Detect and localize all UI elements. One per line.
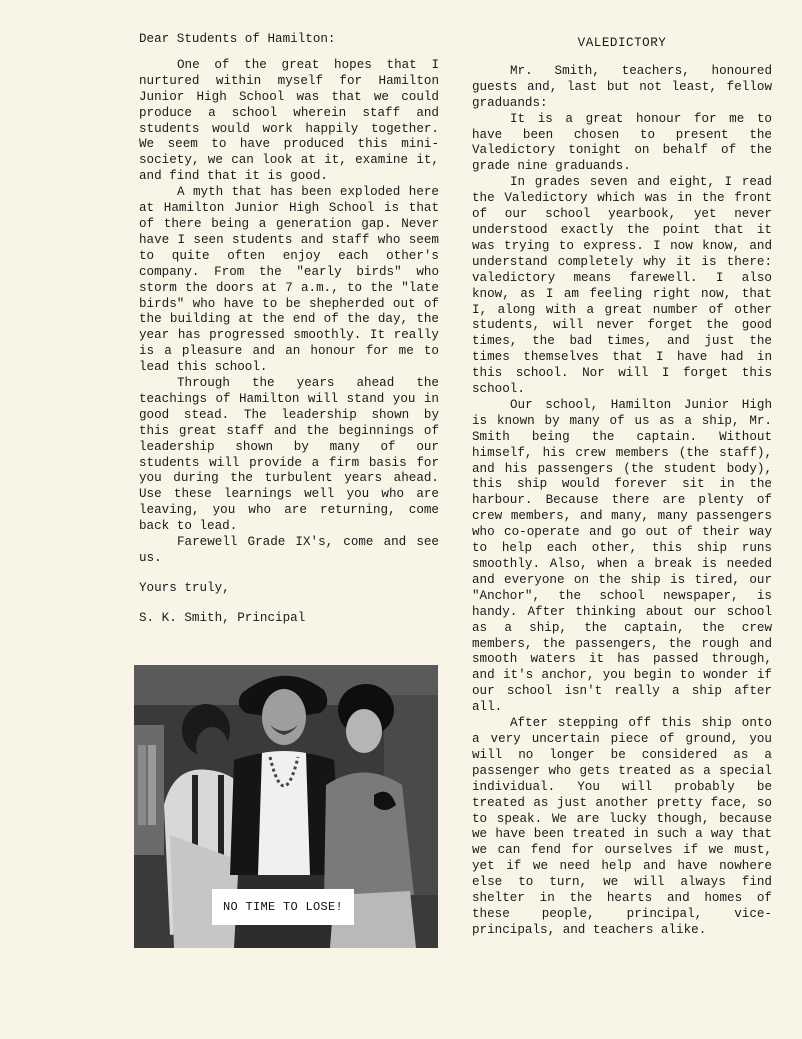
letter-paragraph: A myth that has been exploded here at Hamilton Junior High School is that of there being a generation gap. Never have I seen students and staff who seem to quite often enjoy each other's company. From the "early birds" who storm the doors at 7 a.m., to the "late birds" who have to be shepherded out of the building at the end of the day, the year has progressed smoothly. It really is a pleasure and an honour for me to lead this school. — [139, 185, 439, 375]
group-photo — [134, 665, 438, 948]
valedictory-paragraph: In grades seven and eight, I read the Valedictory which was in the front of our school yearbook, yet never understood exactly the point that it was trying to express. I now know, and understand completely why it is there: valedictory means farewell. I also know, as I am feeling right now, that I, along with a great number of other students, will never forget the good times, the bad times, and just the times themselves that I have had in this school. Nor will I forget this school. — [472, 175, 772, 397]
valedictory-title: VALEDICTORY — [577, 36, 667, 50]
letter-paragraph: Through the years ahead the teachings of Hamilton will stand you in good stead. The leadership shown by this great staff and the beginnings of leadership shown by many of our students will provide a firm basis for you during the turbulent years ahead. Use these learnings well you who are leaving, you who are returning, come back to lead. — [139, 376, 439, 534]
valedictory-paragraph: After stepping off this ship onto a very uncertain piece of ground, you will no longer be considered as a passenger who gets treated as a special individual. You will probably be treated as just another pretty face, so to speak. We are lucky though, because we have been treated in such a way that we can fend for ourselves if we must, yet if we need help and have nowhere else to turn, we will always find shelter in the hearts and homes of these people, principal, vice-principals, and teachers alike. — [472, 716, 772, 937]
principal-letter — [139, 32, 439, 627]
valedictory-column — [472, 36, 772, 939]
letter-signature: S. K. Smith, Principal — [139, 610, 306, 625]
letter-paragraph: One of the great hopes that I nurtured within myself for Hamilton Junior High School was that we could produce a school wherein staff and students would work happily together. We seem to have produced this mini-society, we can look at it, examine it, and find that it is good. — [139, 57, 439, 184]
letter-salutation: Dear Students of Hamilton: — [139, 32, 336, 46]
letter-closing: Yours truly, — [139, 580, 230, 595]
letter-paragraph: Farewell Grade IX's, come and see us. — [139, 535, 439, 565]
valedictory-paragraph: Our school, Hamilton Junior High is known by many of us as a ship, Mr. Smith being the captain. Without himself, his crew members (the staff), and his passengers (the student body), this ship would forever sit in the harbour. Because there are plenty of crew members, and many, many passengers who co-operate and go out of their way to help each other, this ship runs smoothly. Also, when a break is needed and everyone on the ship is tired, our "Anchor", the school newspaper, is handy. After thinking about our school as a ship, the captain, the crew members, the passengers, the rough and smooth waters it has passed through, and it's anchor, you begin to wonder if our school isn't really a ship after all. — [472, 397, 772, 715]
valedictory-paragraph: It is a great honour for me to have been chosen to present the Valedictory tonight on behalf of the grade nine graduands. — [472, 111, 772, 174]
photo-caption: NO TIME TO LOSE! — [212, 889, 354, 925]
valedictory-paragraph: Mr. Smith, teachers, honoured guests and, last but not least, fellow graduands: — [472, 63, 772, 110]
